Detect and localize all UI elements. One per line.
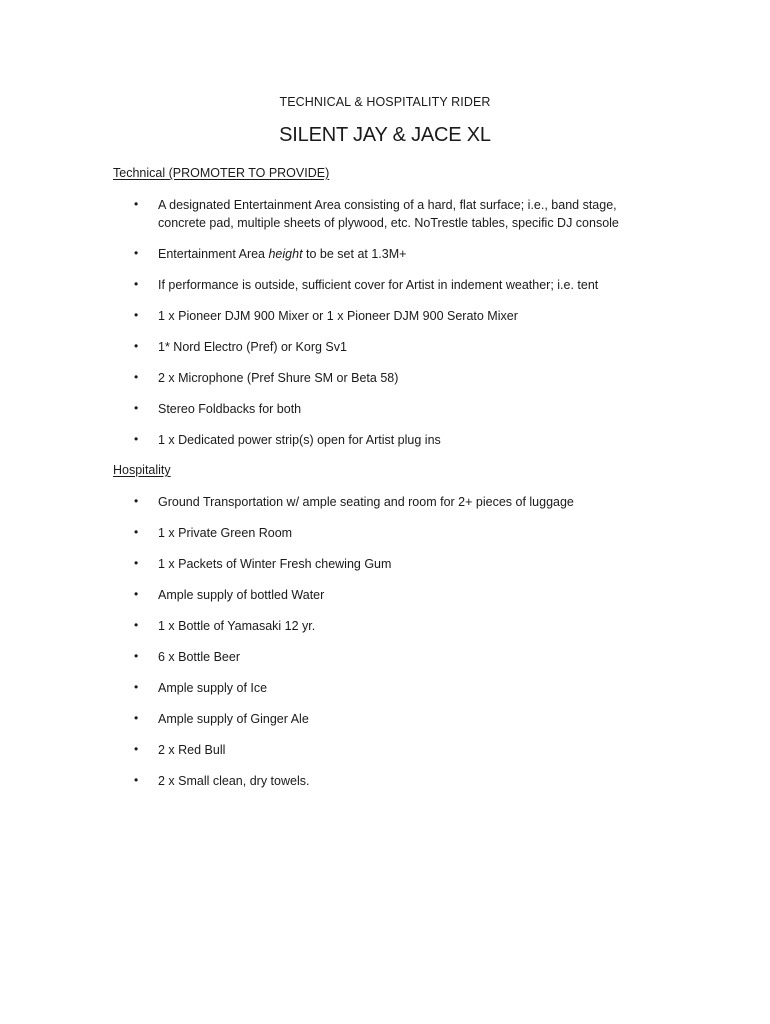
bullet-icon: • [134,197,139,211]
document-title: SILENT JAY & JACE XL [279,124,491,146]
item-text-before: Entertainment Area [158,247,269,261]
hospitality-item-text: Ample supply of bottled Water [158,588,325,602]
hospitality-item [134,524,654,542]
bullet-icon: • [134,587,139,601]
bullet-icon: • [134,618,139,632]
technical-item-text: A designated Entertainment Area consisting of a hard, flat surface; i.e., band stage, concrete pad, multiple sheets of plywood, etc. NoTrestle tables, specific DJ console [158,198,619,230]
bullet-icon: • [134,680,139,694]
technical-item-text: 1 x Pioneer DJM 900 Mixer or 1 x Pioneer DJM 900 Serato Mixer [158,309,518,323]
hospitality-item [134,772,654,790]
hospitality-item [134,586,654,604]
hospitality-item-text: Ample supply of Ice [158,681,268,695]
bullet-icon: • [134,432,139,446]
item-text-emphasis: height [268,247,303,261]
document-heading: TECHNICAL & HOSPITALITY RIDER [279,95,491,109]
technical-item [134,276,654,294]
hospitality-item [134,617,654,635]
hospitality-item-text: 2 x Red Bull [158,743,226,757]
bullet-icon: • [134,494,139,508]
hospitality-item-text: 2 x Small clean, dry towels. [158,774,310,788]
bullet-icon: • [134,277,139,291]
bullet-icon: • [134,525,139,539]
hospitality-item [134,710,654,728]
technical-item-text: Stereo Foldbacks for both [158,402,302,416]
technical-item [134,400,654,418]
hospitality-item [134,741,654,759]
hospitality-item-text: 1 x Private Green Room [158,526,293,540]
technical-item [134,338,654,356]
hospitality-section-heading: Hospitality [113,463,171,477]
bullet-icon: • [134,401,139,415]
hospitality-item-text: 1 x Bottle of Yamasaki 12 yr. [158,619,316,633]
bullet-icon: • [134,308,139,322]
technical-item [134,369,654,387]
bullet-icon: • [134,246,139,260]
hospitality-item [134,679,654,697]
bullet-icon: • [134,370,139,384]
technical-item [134,196,654,232]
bullet-icon: • [134,339,139,353]
bullet-icon: • [134,649,139,663]
bullet-icon: • [134,556,139,570]
technical-section-heading: Technical (PROMOTER TO PROVIDE) [113,166,330,180]
hospitality-item [134,493,654,511]
technical-item-text: 2 x Microphone (Pref Shure SM or Beta 58) [158,371,399,385]
item-text-after: to be set at 1.3M+ [302,247,407,261]
technical-item-text: 1 x Dedicated power strip(s) open for Artist plug ins [158,433,441,447]
technical-item-text: 1* Nord Electro (Pref) or Korg Sv1 [158,340,347,354]
hospitality-item [134,648,654,666]
technical-item [134,431,654,449]
hospitality-item [134,555,654,573]
bullet-icon: • [134,711,139,725]
technical-item [134,245,654,263]
hospitality-item-text: 6 x Bottle Beer [158,650,240,664]
technical-item-text: If performance is outside, sufficient cover for Artist in indement weather; i.e. tent [158,278,599,292]
hospitality-item-text: Ground Transportation w/ ample seating and room for 2+ pieces of luggage [158,495,574,509]
hospitality-item-text: Ample supply of Ginger Ale [158,712,309,726]
bullet-icon: • [134,773,139,787]
technical-item-text [158,245,654,263]
hospitality-item-text: 1 x Packets of Winter Fresh chewing Gum [158,557,392,571]
technical-item [134,307,654,325]
bullet-icon: • [134,742,139,756]
